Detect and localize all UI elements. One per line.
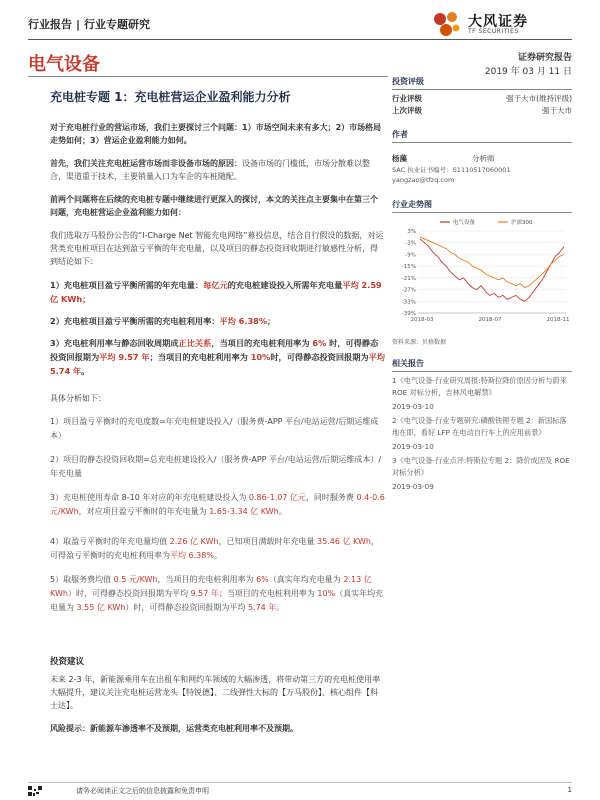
- conclusion-2: [50, 314, 385, 328]
- conclusion-3-text: 3）充电桩利用率与静态回收周期成: [50, 338, 179, 348]
- author-name: 杨藻: [392, 154, 407, 163]
- risk-label: 风险提示：: [50, 724, 90, 733]
- conclusion-1-value: 平均 2.59 亿 KWh: [50, 280, 382, 304]
- author-cert: SAC 执业证书编号：S1110517060001: [392, 166, 511, 174]
- conclusion-1-highlight: 每亿元: [203, 280, 228, 290]
- analysis-5-rate-2: 10%: [317, 589, 336, 598]
- analysis-3-text-2: ，同时服务费: [305, 493, 357, 502]
- last-rating-value: 强于大市: [542, 106, 572, 115]
- related-report-date: 2019-03-10: [392, 442, 434, 451]
- analysis-item-4: [50, 535, 385, 563]
- analysis-5-rate-1: 6%: [256, 575, 269, 584]
- intro-focus-text: 设备市场的门槛低，市场分散难以整合，渠道重于技术，主要销量入口为车企的车桩随配。: [50, 159, 370, 181]
- conclusion-1-text-2: 的充电桩建设投入所需年充电量: [227, 280, 343, 290]
- analysis-item-5: [50, 573, 385, 615]
- page-footer: [28, 782, 572, 796]
- intro-scope: 前两个问题将在后续的充电桩专题中继续进行更深入的探讨，本文的关注点主要集中在第三个问题，充电桩营运企业盈利能力如何：: [50, 195, 378, 217]
- chart-series-line: [420, 239, 564, 301]
- rating-heading: 投资评级: [392, 76, 572, 90]
- analysis-5-payback-2: 5.74 年: [247, 603, 277, 612]
- analysis-4-full-load: 35.46 亿 KWh: [317, 537, 371, 546]
- disclaimer-note: 请务必阅读正文之后的信息披露和免责申明: [76, 787, 209, 795]
- conclusion-3-rate-1: 6%: [309, 338, 327, 348]
- qr-code-icon: [28, 786, 42, 796]
- chart-y-tick-label: -3%: [405, 240, 416, 247]
- analysis-5-text: 5）取服务费均值: [50, 575, 114, 584]
- analysis-item-2: 2）项目的静态投资回收期=总充电桩建设投入/（服务费-APP 平台/电站运营/后期运维成本）/年充电量: [50, 455, 382, 478]
- analysis-4-end: 。: [213, 551, 222, 560]
- chart-x-tick-label: 2018-03: [410, 317, 434, 323]
- chart-y-tick-label: 3%: [407, 229, 416, 235]
- industry-rating-value: 强于大市(维持评级): [506, 94, 572, 103]
- author-email[interactable]: yangzao@tfzq.com: [392, 176, 455, 184]
- related-reports: [392, 375, 572, 492]
- related-report-title[interactable]: 1《电气设备-行业研究周报:特斯拉降价原因分析与蔚来 ROE 对标分析，吉林风电解禁》: [392, 376, 567, 397]
- conclusion-3-payback-2: 平均 5.74 年: [50, 352, 385, 376]
- related-report-date: 2019-03-10: [392, 402, 434, 411]
- chart-y-tick-label: -39%: [401, 311, 416, 317]
- analysis-heading: 具体分析如下：: [50, 394, 106, 403]
- analysis-item-1: 1）项目盈亏平衡时的充电度数=年充电桩建设投入/（服务费-APP 平台/电站运营/后期运维成本）: [50, 417, 379, 440]
- author-heading: 作者: [392, 129, 572, 143]
- logo-name-en: TF SECURITIES: [468, 28, 519, 35]
- analysis-5-text-7: ）时，可得静态投资回报期为平均: [125, 603, 248, 612]
- analysis-3-capex: 0.86-1.07 亿元: [248, 493, 306, 502]
- industry-category: 电气设备: [28, 54, 100, 75]
- intro-questions: 对于充电桩行业的营运市场，我们主要探讨三个问题：1）市场空间未来有多大；2）市场格局走势如何；3）营运企业盈利能力如何。: [50, 123, 382, 145]
- analysis-5-text-5: ；当项目的充电桩利用率为: [218, 589, 318, 598]
- intro-focus-lead: 首先，我们关注充电桩运营市场而非设备市场的原因：: [50, 159, 242, 168]
- report-type: 证券研究报告: [517, 53, 572, 63]
- analysis-3-fee: 0.4-0.6 元/KWh: [50, 493, 385, 516]
- investment-advice: 未来 2-3 年，新能源乘用车在出租车和网约车领域的大幅渗透，将带动第三方的充电桩使用率大幅提升，建议关注充电桩运营龙头【特锐德】、二线弹性大标的【万马股份】、核心组件【科士达】。: [50, 675, 381, 710]
- industry-rating-row: [392, 93, 572, 105]
- conclusion-3-text-5: 时，可得静态投资回报期为: [270, 352, 369, 362]
- analysis-4-mean: 2.26 亿 KWh: [169, 537, 219, 546]
- risk-text: 新能源车渗透率不及预期，运营类充电桩利用率不及预期。: [90, 724, 298, 733]
- analysis-3-text: 3）充电桩使用寿命 8-10 年对应的年充电桩建设投入为: [50, 493, 249, 502]
- intro-method: 我们选取万马股份公告的“I-Charge Net 智能充电网络”募投信息，结合自行假设的数据，对运营类充电桩项目在达到盈亏平衡的年充电量，以及项目的静态投资回收期进行敏感性分析，得到结论如下：: [50, 231, 384, 266]
- investment-advice-heading: 投资建议: [50, 657, 85, 667]
- conclusion-1-text: 1）充电桩项目盈亏平衡所需的年充电量：: [50, 280, 204, 290]
- conclusion-3-rate-2: 10%: [247, 352, 271, 362]
- chart-y-tick-label: -33%: [401, 299, 416, 306]
- analysis-3-volume: 1.65-3.34 亿 KWh: [209, 507, 279, 516]
- analysis-item-3: [50, 491, 385, 519]
- chart-y-tick-label: -27%: [401, 287, 416, 294]
- author-row: [392, 146, 572, 165]
- crumb-separator: |: [76, 18, 81, 31]
- report-date: 2019 年 03 月 11 日: [484, 67, 572, 77]
- analysis-5-fee: 0.5 元/KWh: [113, 575, 158, 584]
- intro-focus: [50, 157, 385, 183]
- top-bar: [28, 10, 572, 40]
- sidebar: [392, 76, 572, 492]
- related-report-item[interactable]: [392, 415, 572, 452]
- related-report-title[interactable]: 3《电气设备-行业点评:特斯拉专题 2：降价成因及 ROE 对标分析》: [392, 456, 570, 477]
- chart-y-tick-label: -15%: [401, 264, 416, 271]
- conclusion-3-payback-1: 平均 9.57 年: [99, 352, 150, 362]
- logo-mark-icon: [432, 10, 462, 38]
- analysis-3-end: 。: [278, 507, 287, 516]
- analysis-4-text: 4）取盈亏平衡时的年充电量均值: [50, 537, 170, 546]
- report-title: 充电桩专题 1：充电桩营运企业盈利能力分析: [50, 90, 291, 104]
- conclusion-3-text-4: ；当项目的充电桩利用率为: [149, 352, 248, 362]
- crumb-topic: 行业专题研究: [84, 18, 151, 31]
- main-content: [50, 80, 385, 735]
- conclusion-2-text: 2）充电桩项目盈亏平衡所需的充电桩利用率：: [50, 316, 220, 326]
- related-heading: 相关报告: [392, 358, 572, 372]
- crumb-report: 行业报告: [28, 18, 72, 31]
- chart-legend-label: 电气设备: [453, 220, 476, 226]
- last-rating-label: 上次评级: [392, 106, 422, 115]
- industry-rating-label: 行业评级: [392, 94, 422, 103]
- related-report-item[interactable]: [392, 375, 572, 412]
- analysis-5-end: 。: [276, 603, 285, 612]
- author-role: 分析师: [472, 154, 495, 163]
- analysis-5-text-6: （真实年均充电量为: [50, 589, 384, 612]
- analysis-5-payback-1: 9.57 年: [190, 589, 219, 598]
- conclusion-2-value: 平均 6.38%: [219, 316, 268, 326]
- related-report-date: 2019-03-09: [392, 482, 434, 491]
- conclusion-3-text-3: 时，可得静态投资回报期为: [50, 338, 379, 362]
- breadcrumb: [28, 16, 150, 32]
- analysis-4-text-3: ，可得盈亏平衡时的充电桩利用率为: [50, 537, 379, 560]
- title-divider: [28, 76, 388, 77]
- chart-x-tick-label: 2018-07: [478, 317, 502, 323]
- chart-x-tick-label: 2018-11: [546, 317, 570, 323]
- conclusion-3-text-2: ，当项目的充电桩利用率为: [211, 338, 310, 348]
- trend-heading: 行业走势图: [392, 199, 572, 213]
- analysis-4-rate: 平均 6.38%: [170, 551, 214, 560]
- conclusion-3-relation: 正比关系: [178, 338, 212, 348]
- conclusion-1: [50, 278, 385, 306]
- analysis-4-text-2: ，已知项目满载时年充电量: [218, 537, 318, 546]
- page-number: 1: [567, 786, 572, 794]
- analysis-5-text-4: ）时，可得静态投资回报期为平均: [67, 589, 191, 598]
- trend-chart: [392, 217, 572, 335]
- logo-name-cn: 大风证券: [468, 14, 528, 30]
- chart-y-tick-label: -21%: [401, 275, 416, 282]
- analysis-5-volume-2: 3.55 亿 KWh: [76, 603, 126, 612]
- chart-legend-label: 沪深300: [511, 220, 533, 226]
- analysis-5-text-2: ，当项目的充电桩利用率为: [157, 575, 257, 584]
- related-report-item[interactable]: [392, 455, 572, 492]
- company-logo: [432, 10, 572, 38]
- chart-source: 资料来源：贝格数据: [392, 339, 447, 346]
- analysis-5-text-3: （真实年均充电量为: [268, 575, 344, 584]
- conclusion-2-end: ；: [267, 316, 276, 326]
- conclusion-3: [50, 336, 385, 378]
- conclusion-3-end: 。: [81, 366, 90, 376]
- trend-chart-svg: [392, 217, 572, 335]
- chart-y-tick-label: -9%: [405, 252, 416, 259]
- risk-warning: [50, 722, 385, 735]
- conclusion-1-end: ；: [82, 294, 91, 304]
- analysis-5-volume-1: 2.13 亿 KWh: [50, 575, 372, 598]
- analysis-3-text-3: ，对应项目盈亏平衡时的年充电量为: [78, 507, 210, 516]
- last-rating-row: [392, 105, 572, 117]
- related-report-title[interactable]: 2《电气设备-行业专题研究:磷酸铁锂专题 2：新国标落地在即，看好 LFP 在电动自行车上的应用前景》: [392, 416, 567, 437]
